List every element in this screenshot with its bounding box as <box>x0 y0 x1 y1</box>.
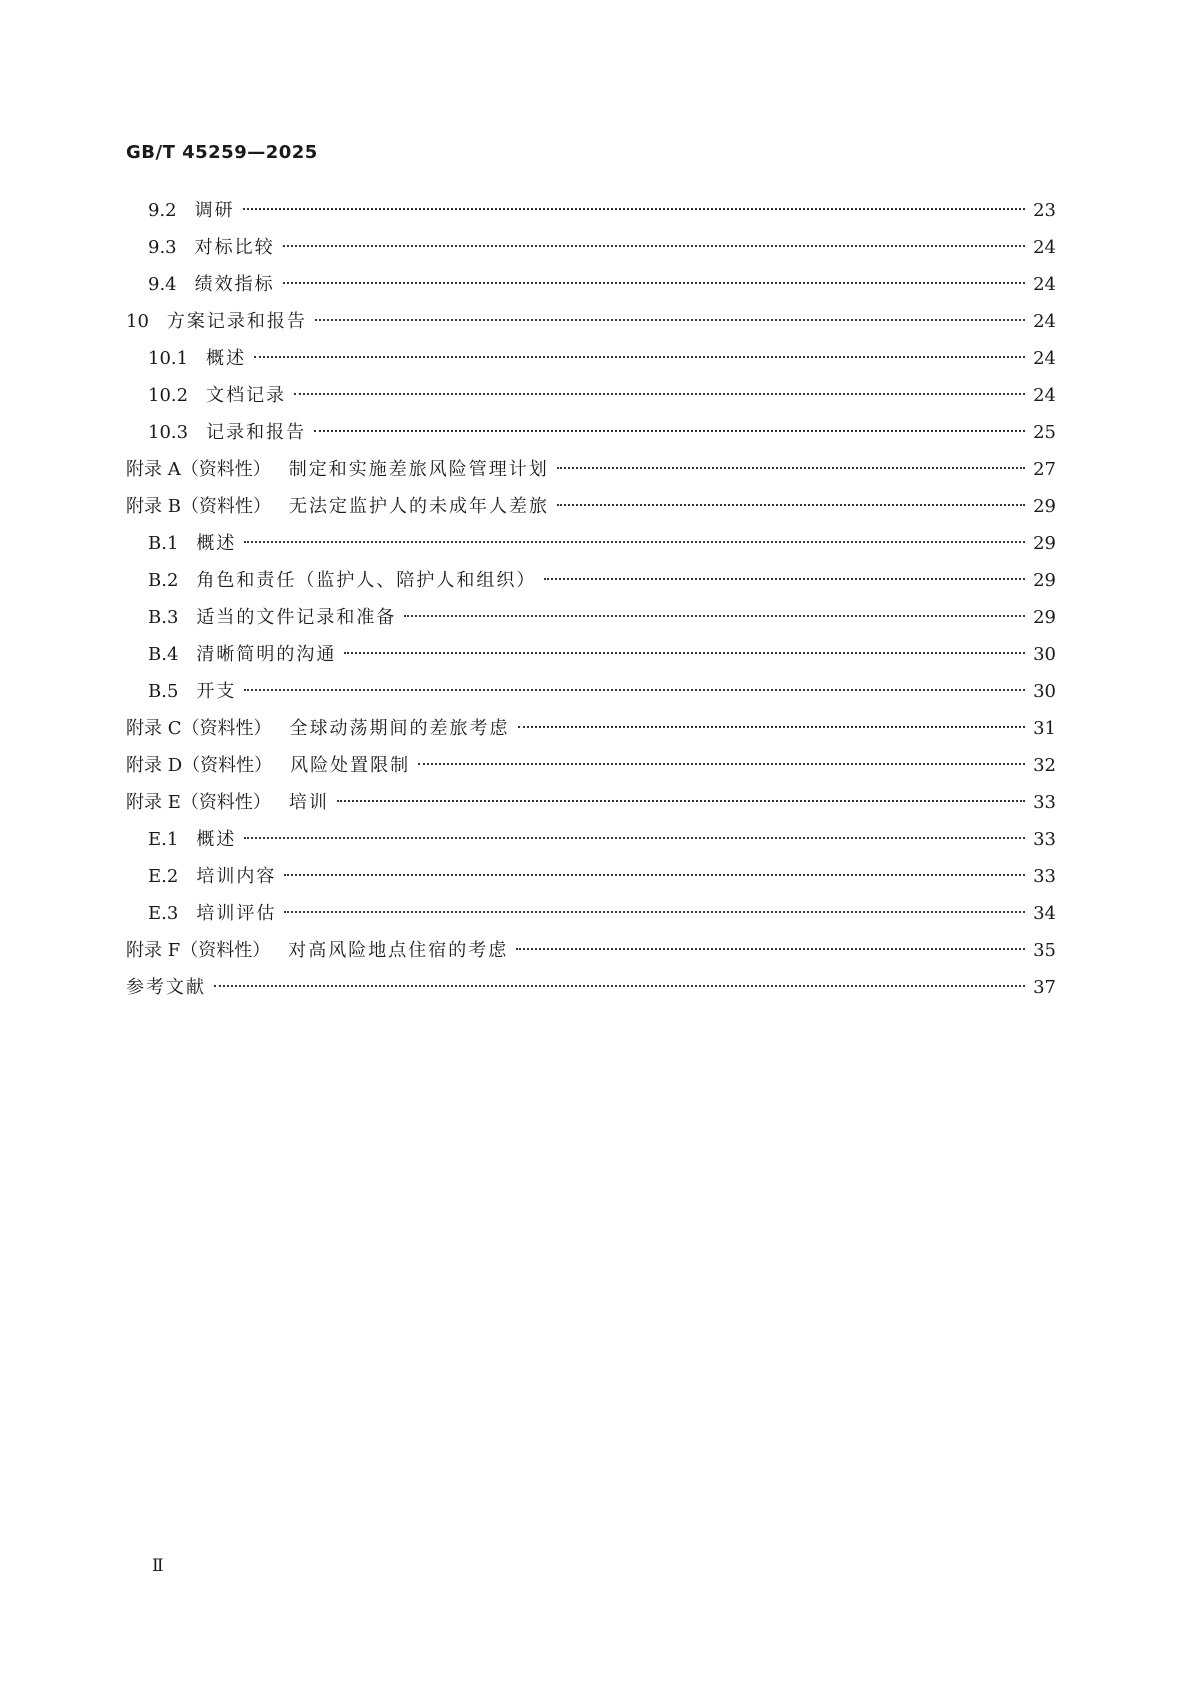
toc-entry-title: 文档记录 <box>206 385 287 406</box>
toc-entry-number: 10 <box>126 311 149 332</box>
toc-dot-leader <box>404 615 1025 617</box>
toc-entry[interactable] <box>126 451 1056 488</box>
toc-entry-page: 24 <box>1033 237 1056 258</box>
toc-dot-leader <box>344 652 1025 654</box>
toc-entry-page: 33 <box>1033 829 1056 850</box>
table-of-contents <box>126 192 1056 1006</box>
toc-entry-number: E.1 <box>148 829 179 850</box>
toc-entry-number: 9.2 <box>148 200 177 221</box>
toc-entry[interactable] <box>126 525 1056 562</box>
toc-entry-number: B.3 <box>148 607 179 628</box>
toc-entry[interactable] <box>126 303 1056 340</box>
toc-entry-page: 29 <box>1033 570 1056 591</box>
toc-entry-number: 附录 B（资料性） <box>126 496 271 517</box>
toc-entry-page: 24 <box>1033 311 1056 332</box>
toc-entry-number: B.4 <box>148 644 179 665</box>
toc-entry[interactable] <box>126 414 1056 451</box>
toc-entry-number: 附录 C（资料性） <box>126 718 272 739</box>
toc-entry[interactable] <box>126 969 1056 1006</box>
toc-entry-title: 调研 <box>194 200 235 221</box>
toc-entry-title: 培训评估 <box>196 903 277 924</box>
toc-entry-page: 31 <box>1033 718 1056 739</box>
toc-entry[interactable] <box>126 821 1056 858</box>
toc-entry[interactable] <box>126 895 1056 932</box>
toc-dot-leader <box>283 282 1025 284</box>
toc-entry-page: 23 <box>1033 200 1056 221</box>
toc-entry-page: 34 <box>1033 903 1056 924</box>
toc-entry-title: 绩效指标 <box>194 274 275 295</box>
toc-entry-page: 30 <box>1033 681 1056 702</box>
toc-entry[interactable] <box>126 747 1056 784</box>
toc-entry-title: 开支 <box>196 681 237 702</box>
toc-entry-page: 29 <box>1033 533 1056 554</box>
toc-entry-number: B.1 <box>148 533 179 554</box>
toc-dot-leader <box>314 430 1025 432</box>
toc-entry-number: E.2 <box>148 866 179 887</box>
toc-entry-page: 24 <box>1033 348 1056 369</box>
toc-entry-number: 附录 D（资料性） <box>126 755 273 776</box>
toc-entry-number: 附录 A（资料性） <box>126 459 271 480</box>
page-number: Ⅱ <box>152 1556 164 1576</box>
toc-entry[interactable] <box>126 562 1056 599</box>
toc-entry[interactable] <box>126 710 1056 747</box>
toc-entry[interactable] <box>126 636 1056 673</box>
toc-entry-page: 30 <box>1033 644 1056 665</box>
toc-entry[interactable] <box>126 932 1056 969</box>
toc-entry-page: 32 <box>1033 755 1056 776</box>
toc-entry[interactable] <box>126 858 1056 895</box>
toc-dot-leader <box>544 578 1025 580</box>
toc-dot-leader <box>244 541 1025 543</box>
toc-entry-title: 概述 <box>206 348 247 369</box>
toc-entry-page: 29 <box>1033 607 1056 628</box>
toc-dot-leader <box>284 911 1025 913</box>
toc-entry-page: 33 <box>1033 792 1056 813</box>
toc-dot-leader <box>516 948 1025 950</box>
toc-entry-title: 对标比较 <box>194 237 275 258</box>
toc-entry-number: B.5 <box>148 681 179 702</box>
toc-dot-leader <box>557 504 1025 506</box>
toc-entry-title: 概述 <box>196 533 237 554</box>
toc-entry-number: E.3 <box>148 903 179 924</box>
toc-entry-title: 风险处置限制 <box>290 755 411 776</box>
toc-entry[interactable] <box>126 266 1056 303</box>
toc-dot-leader <box>214 985 1025 987</box>
toc-dot-leader <box>337 800 1025 802</box>
toc-entry-title: 清晰简明的沟通 <box>196 644 337 665</box>
toc-entry[interactable] <box>126 673 1056 710</box>
toc-dot-leader <box>294 393 1025 395</box>
toc-entry-number: 9.4 <box>148 274 177 295</box>
toc-dot-leader <box>244 689 1025 691</box>
toc-entry-title: 参考文献 <box>126 977 206 998</box>
toc-entry[interactable] <box>126 229 1056 266</box>
toc-dot-leader <box>315 319 1025 321</box>
toc-entry-number: 9.3 <box>148 237 177 258</box>
toc-entry-number: B.2 <box>148 570 179 591</box>
toc-entry[interactable] <box>126 488 1056 525</box>
toc-entry-page: 37 <box>1033 977 1056 998</box>
toc-entry[interactable] <box>126 377 1056 414</box>
toc-entry-page: 24 <box>1033 385 1056 406</box>
toc-dot-leader <box>254 356 1025 358</box>
toc-entry-title: 方案记录和报告 <box>166 311 307 332</box>
toc-entry-title: 角色和责任（监护人、陪护人和组织） <box>196 570 537 591</box>
toc-entry-number: 10.2 <box>148 385 189 406</box>
toc-entry-number: 10.1 <box>148 348 189 369</box>
toc-entry-page: 27 <box>1033 459 1056 480</box>
toc-dot-leader <box>244 837 1025 839</box>
toc-entry[interactable] <box>126 599 1056 636</box>
toc-entry-page: 29 <box>1033 496 1056 517</box>
toc-entry-title: 对高风险地点住宿的考虑 <box>288 940 509 961</box>
toc-entry-number: 10.3 <box>148 422 189 443</box>
toc-entry-number: 附录 E（资料性） <box>126 792 271 813</box>
toc-entry-title: 制定和实施差旅风险管理计划 <box>288 459 549 480</box>
toc-dot-leader <box>284 874 1025 876</box>
toc-entry-page: 25 <box>1033 422 1056 443</box>
toc-entry[interactable] <box>126 192 1056 229</box>
toc-dot-leader <box>283 245 1025 247</box>
toc-entry-title: 培训 <box>288 792 329 813</box>
toc-entry[interactable] <box>126 340 1056 377</box>
toc-entry-title: 全球动荡期间的差旅考虑 <box>289 718 510 739</box>
toc-entry-title: 概述 <box>196 829 237 850</box>
toc-entry-title: 培训内容 <box>196 866 277 887</box>
toc-entry[interactable] <box>126 784 1056 821</box>
toc-dot-leader <box>243 208 1025 210</box>
toc-entry-page: 33 <box>1033 866 1056 887</box>
toc-dot-leader <box>418 763 1025 765</box>
toc-entry-title: 适当的文件记录和准备 <box>196 607 397 628</box>
toc-entry-page: 35 <box>1033 940 1056 961</box>
document-id-header: GB/T 45259—2025 <box>126 142 318 163</box>
toc-dot-leader <box>518 726 1026 728</box>
toc-entry-title: 记录和报告 <box>206 422 307 443</box>
toc-entry-title: 无法定监护人的未成年人差旅 <box>288 496 549 517</box>
toc-entry-page: 24 <box>1033 274 1056 295</box>
toc-entry-number: 附录 F（资料性） <box>126 940 271 961</box>
toc-dot-leader <box>557 467 1025 469</box>
